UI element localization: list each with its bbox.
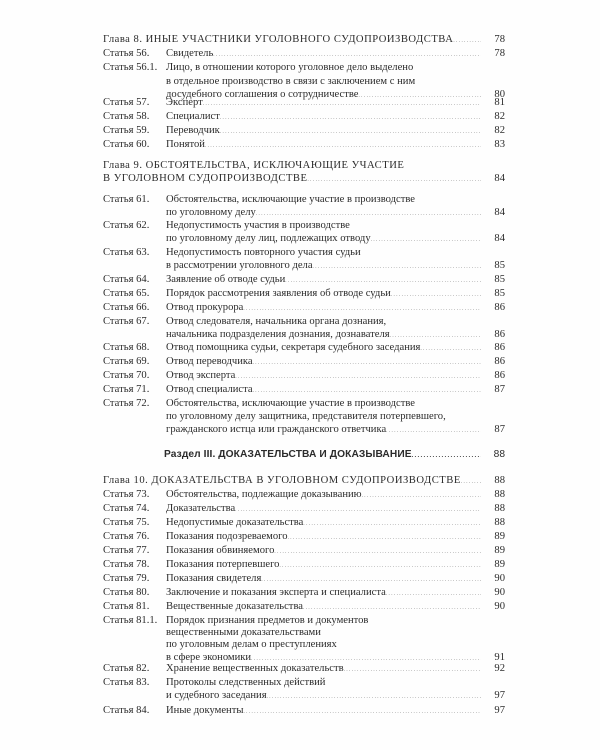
page-number: 90: [494, 587, 505, 598]
toc-article: [103, 559, 505, 572]
dot-leader: [253, 384, 481, 399]
entry-title-line: Обстоятельства, исключающие участие в производстве: [166, 194, 416, 205]
entry-title-line: Хранение вещественных доказательств: [166, 663, 344, 674]
entry-title-line: Отвод эксперта: [166, 370, 236, 381]
dot-leader: [235, 503, 481, 518]
article-number: Статья 83.: [103, 677, 150, 688]
article-number: Статья 67.: [103, 316, 150, 327]
entry-title-row: [103, 475, 481, 490]
article-number: Статья 64.: [103, 274, 150, 285]
page-number: 84: [494, 233, 505, 244]
page-number: 97: [494, 705, 505, 716]
entry-title-row: [103, 34, 481, 49]
page-number: 86: [494, 356, 505, 367]
entry-title-row: [166, 370, 481, 385]
page-number: 88: [494, 503, 505, 514]
dot-leader: [362, 489, 481, 504]
entry-title-line: Заключение и показания эксперта и специалиста: [166, 587, 386, 598]
entry-title-row: [164, 449, 481, 463]
entry-title-line: в рассмотрении уголовного дела: [166, 260, 313, 271]
page-number: 86: [494, 370, 505, 381]
entry-title-line: Порядок рассмотрения заявления об отводе судьи: [166, 288, 391, 299]
toc-article: [103, 97, 505, 110]
entry-title-row: [166, 302, 481, 317]
page-number: 82: [494, 111, 505, 122]
page-number: 87: [494, 384, 505, 395]
entry-title-line: В УГОЛОВНОМ СУДОПРОИЗВОДСТВЕ: [103, 173, 308, 184]
dot-leader: [274, 545, 481, 560]
article-number: Статья 59.: [103, 125, 150, 136]
entry-title-line: по уголовному делу защитника, представителя потерпевшего,: [166, 411, 446, 422]
entry-title-line: Раздел III. ДОКАЗАТЕЛЬСТВА И ДОКАЗЫВАНИЕ: [164, 449, 412, 460]
dot-leader: [203, 97, 481, 112]
entry-title-line: в сфере экономики: [166, 652, 252, 663]
entry-title-line: Отвод помощника судьи, секретаря судебного заседания: [166, 342, 421, 353]
dot-leader: [313, 260, 481, 275]
article-number: Статья 58.: [103, 111, 150, 122]
article-number: Статья 82.: [103, 663, 150, 674]
article-number: Статья 71.: [103, 384, 150, 395]
dot-leader: [267, 690, 481, 705]
entry-title-row: [166, 48, 481, 63]
entry-title-row: [103, 173, 481, 188]
entry-title-line: Показания подозреваемого: [166, 531, 288, 542]
article-number: Статья 56.1.: [103, 62, 158, 73]
article-number: Статья 80.: [103, 587, 150, 598]
dot-leader: [386, 424, 481, 439]
page-number: 88: [494, 489, 505, 500]
entry-title-line: Отвод следователя, начальника органа дознания,: [166, 316, 387, 327]
entry-title-line: по уголовным делам о преступлениях: [166, 639, 337, 650]
dot-leader: [279, 559, 481, 574]
article-number: Статья 81.: [103, 601, 150, 612]
entry-title-line: Глава 9. ОБСТОЯТЕЛЬСТВА, ИСКЛЮЧАЮЩИЕ УЧАСТИЕ: [103, 160, 405, 171]
article-number: Статья 61.: [103, 194, 150, 205]
toc-article: [103, 601, 505, 614]
article-number: Статья 56.: [103, 48, 150, 59]
toc-article: [103, 663, 505, 676]
entry-title-row: [166, 356, 481, 371]
toc-chapter: [103, 475, 505, 488]
article-number: Статья 62.: [103, 220, 150, 231]
page-number: 85: [494, 288, 505, 299]
entry-title-row: [166, 690, 481, 705]
toc-article: [103, 489, 505, 502]
entry-title-line: Эксперт: [166, 97, 203, 108]
dot-leader: [412, 449, 481, 463]
dot-leader: [371, 233, 481, 248]
entry-title-row: [166, 545, 481, 560]
entry-title-line: Заявление об отводе судьи: [166, 274, 286, 285]
entry-title-line: Отвод специалиста: [166, 384, 253, 395]
article-number: Статья 69.: [103, 356, 150, 367]
entry-title-line: Отвод переводчика: [166, 356, 253, 367]
dot-leader: [344, 663, 481, 678]
page-number: 85: [494, 274, 505, 285]
entry-title-line: начальника подразделения дознания, дознавателя: [166, 329, 390, 340]
dot-leader: [288, 531, 481, 546]
dot-leader: [386, 587, 481, 602]
entry-title-line: гражданского истца или гражданского ответчика: [166, 424, 387, 435]
entry-title-row: [166, 517, 481, 532]
entry-title-row: [166, 601, 481, 616]
page-number: 78: [494, 48, 505, 59]
entry-title-line: Отвод прокурора: [166, 302, 244, 313]
entry-title-line: Лицо, в отношении которого уголовное дело выделено: [166, 62, 414, 73]
toc-article: [103, 111, 505, 124]
toc-article: [103, 220, 505, 246]
dot-leader: [243, 302, 481, 317]
entry-title-line: Показания потерпевшего: [166, 559, 280, 570]
toc-article: [103, 342, 505, 355]
entry-title-row: [166, 342, 481, 357]
dot-leader: [307, 173, 481, 188]
page-number: 88: [494, 517, 505, 528]
entry-title-line: Глава 10. ДОКАЗАТЕЛЬСТВА В УГОЛОВНОМ СУДОПРОИЗВОДСТВЕ: [103, 475, 461, 486]
page-number: 84: [494, 173, 505, 184]
toc-article: [103, 517, 505, 530]
page-number: 78: [494, 34, 505, 45]
entry-title-line: по уголовному делу лиц, подлежащих отводу: [166, 233, 371, 244]
dot-leader: [420, 342, 481, 357]
dot-leader: [213, 48, 481, 63]
dot-leader: [461, 475, 481, 490]
page-number: 82: [494, 125, 505, 136]
entry-title-row: [166, 260, 481, 275]
page-number: 86: [494, 342, 505, 353]
entry-title-line: вещественными доказательствами: [166, 627, 321, 638]
page-number: 88: [494, 475, 505, 486]
dot-leader: [253, 356, 481, 371]
entry-title-line: Недопустимость повторного участия судьи: [166, 247, 361, 258]
toc-article: [103, 677, 505, 703]
entry-title-row: [166, 705, 481, 720]
page-number: 90: [494, 573, 505, 584]
entry-title-line: и судебного заседания: [166, 690, 267, 701]
article-number: Статья 75.: [103, 517, 150, 528]
article-number: Статья 81.1.: [103, 615, 158, 626]
article-number: Статья 78.: [103, 559, 150, 570]
entry-title-line: Специалист: [166, 111, 220, 122]
article-number: Статья 73.: [103, 489, 150, 500]
article-number: Статья 84.: [103, 705, 150, 716]
toc-article: [103, 615, 505, 664]
dot-leader: [391, 288, 481, 303]
toc-article: [103, 545, 505, 558]
dot-leader: [243, 705, 481, 720]
toc-article: [103, 531, 505, 544]
toc-article: [103, 302, 505, 315]
entry-title-line: в отдельное производство в связи с заключением с ним: [166, 76, 416, 87]
page-number: 81: [494, 97, 505, 108]
article-number: Статья 63.: [103, 247, 150, 258]
toc-article: [103, 247, 505, 273]
entry-title-row: [166, 573, 481, 588]
entry-title-line: Обстоятельства, подлежащие доказыванию: [166, 489, 362, 500]
page-number: 86: [494, 302, 505, 313]
toc-article: [103, 503, 505, 516]
dot-leader: [205, 139, 481, 154]
entry-title-row: [166, 424, 481, 439]
entry-title-row: [166, 97, 481, 112]
entry-title-row: [166, 125, 481, 140]
article-number: Статья 76.: [103, 531, 150, 542]
page-number: 97: [494, 690, 505, 701]
entry-title-line: Свидетель: [166, 48, 214, 59]
entry-title-line: Иные документы: [166, 705, 244, 716]
page-number: 91: [494, 652, 505, 663]
toc-article: [103, 125, 505, 138]
page-number: 89: [494, 559, 505, 570]
entry-title-row: [166, 503, 481, 518]
page-number: 85: [494, 260, 505, 271]
article-number: Статья 77.: [103, 545, 150, 556]
entry-title-row: [166, 489, 481, 504]
page-number: 92: [494, 663, 505, 674]
toc-article: [103, 194, 505, 220]
entry-title-row: [166, 531, 481, 546]
article-number: Статья 70.: [103, 370, 150, 381]
toc-article: [103, 705, 505, 718]
entry-title-row: [166, 111, 481, 126]
entry-title-row: [166, 233, 481, 248]
article-number: Статья 66.: [103, 302, 150, 313]
entry-title-row: [166, 663, 481, 678]
article-number: Статья 60.: [103, 139, 150, 150]
page-number: 80: [494, 89, 505, 100]
entry-title-line: Недопустимость участия в производстве: [166, 220, 350, 231]
toc-section: [101, 449, 505, 462]
entry-title-line: Переводчик: [166, 125, 220, 136]
entry-title-line: Показания обвиняемого: [166, 545, 275, 556]
toc-article: [103, 384, 505, 397]
toc-article: [103, 356, 505, 369]
entry-title-line: по уголовному делу: [166, 207, 256, 218]
article-number: Статья 65.: [103, 288, 150, 299]
article-number: Статья 68.: [103, 342, 150, 353]
page-number: 89: [494, 531, 505, 542]
toc-chapter: [103, 34, 505, 47]
dot-leader: [303, 517, 481, 532]
dot-leader: [303, 601, 481, 616]
toc-article: [103, 587, 505, 600]
page-number: 86: [494, 329, 505, 340]
toc-article: [103, 398, 505, 437]
entry-title-line: Порядок признания предметов и документов: [166, 615, 369, 626]
page-number: 84: [494, 207, 505, 218]
dot-leader: [235, 370, 481, 385]
entry-title-row: [166, 139, 481, 154]
page-number: 88: [493, 449, 505, 460]
dot-leader: [220, 111, 481, 126]
entry-title-line: Показания свидетеля: [166, 573, 262, 584]
article-number: Статья 74.: [103, 503, 150, 514]
page-number: 89: [494, 545, 505, 556]
toc-article: [103, 288, 505, 301]
toc-article: [103, 316, 505, 342]
entry-title-row: [166, 587, 481, 602]
entry-title-line: Глава 8. ИНЫЕ УЧАСТНИКИ УГОЛОВНОГО СУДОПРОИЗВОДСТВА: [103, 34, 454, 45]
page-number: 87: [494, 424, 505, 435]
entry-title-line: Протоколы следственных действий: [166, 677, 326, 688]
article-number: Статья 72.: [103, 398, 150, 409]
toc-article: [103, 48, 505, 61]
entry-title-row: [166, 288, 481, 303]
toc-article: [103, 573, 505, 586]
article-number: Статья 79.: [103, 573, 150, 584]
dot-leader: [261, 573, 481, 588]
entry-title-row: [166, 559, 481, 574]
dot-leader: [285, 274, 481, 289]
entry-title-line: Доказательства: [166, 503, 236, 514]
dot-leader: [453, 34, 481, 49]
toc-chapter: [103, 160, 505, 186]
entry-title-line: досудебного соглашения о сотрудничестве: [166, 89, 359, 100]
entry-title-line: Вещественные доказательства: [166, 601, 304, 612]
entry-title-line: Обстоятельства, исключающие участие в производстве: [166, 398, 416, 409]
page-number: 90: [494, 601, 505, 612]
entry-title-line: Понятой: [166, 139, 205, 150]
page-number: 83: [494, 139, 505, 150]
dot-leader: [220, 125, 481, 140]
entry-title-row: [166, 274, 481, 289]
entry-title-row: [166, 384, 481, 399]
entry-title-line: Недопустимые доказательства: [166, 517, 304, 528]
toc-article: [103, 139, 505, 152]
toc-article: [103, 274, 505, 287]
toc-article: [103, 370, 505, 383]
article-number: Статья 57.: [103, 97, 150, 108]
